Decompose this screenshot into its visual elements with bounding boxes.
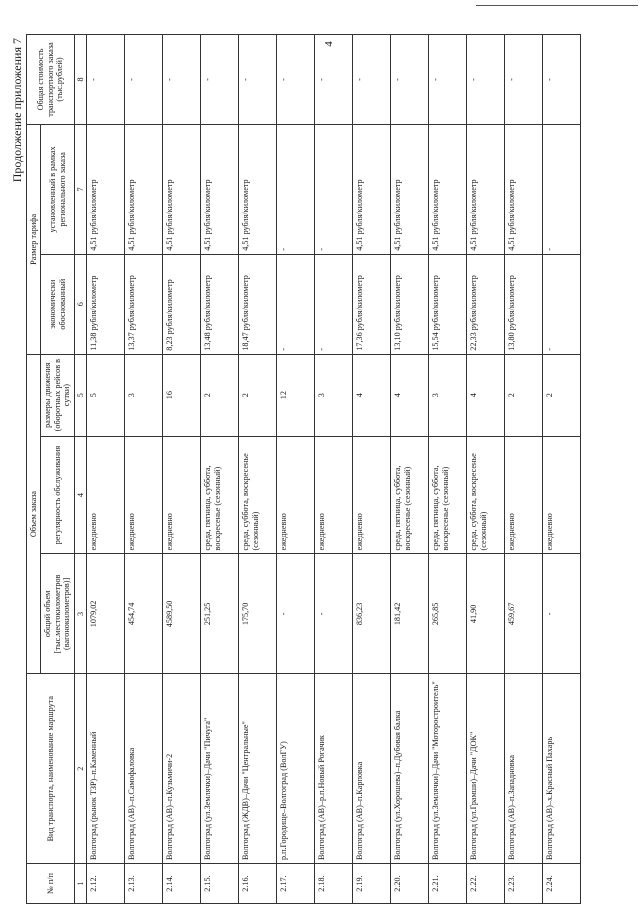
total-volume: 459,67	[505, 554, 543, 674]
route-name: Волгоград (АВ)–п.Карповка	[353, 674, 391, 864]
header-volume-group: Объем заказа	[27, 354, 41, 674]
total-volume: 175,70	[239, 554, 277, 674]
col-number: 4	[74, 436, 86, 554]
col-number: 5	[74, 354, 86, 436]
col-number: 3	[74, 554, 86, 674]
trips-count: 3	[429, 354, 467, 436]
header-established: установленный в рамках регионального заказа	[41, 124, 74, 254]
row-number: 2.18.	[315, 864, 353, 904]
total-cost: -	[391, 35, 429, 125]
regularity: ежедневно	[125, 436, 163, 554]
total-volume: 181,42	[391, 554, 429, 674]
regularity: ежедневно	[277, 436, 315, 554]
route-name: Волгоград (АВ)–х.Красный Пахарь	[543, 674, 581, 864]
total-volume: -	[543, 554, 581, 674]
row-number: 2.16.	[239, 864, 277, 904]
established-tariff: 4,51 рубля/километр	[163, 124, 201, 254]
total-cost: -	[87, 35, 125, 125]
page-number: 4	[322, 41, 335, 47]
rotated-page	[8, 4, 626, 904]
table-row	[87, 35, 125, 904]
established-tariff: 4,51 рубля/километр	[87, 124, 125, 254]
header-regularity: регулярность обслуживания	[41, 436, 74, 554]
established-tariff: 4,51 рубля/километр	[239, 124, 277, 254]
header-cost: Общая стоимость транспортного заказа (тыс.рублей)	[27, 35, 75, 125]
route-name: Волгоград (рынок ТЗР)–п.Каменный	[87, 674, 125, 864]
table-row	[467, 35, 505, 904]
row-number: 2.15.	[201, 864, 239, 904]
economic-tariff: 11,38 рубля/километр	[87, 254, 125, 354]
total-cost: -	[201, 35, 239, 125]
header-route: Вид транспорта, наименование маршрута	[27, 674, 75, 864]
total-volume: 41,90	[467, 554, 505, 674]
row-number: 2.12.	[87, 864, 125, 904]
total-volume: 4589,50	[163, 554, 201, 674]
row-number: 2.24.	[543, 864, 581, 904]
table-row	[543, 35, 581, 904]
economic-tariff: 18,47 рубля/километр	[239, 254, 277, 354]
header-trips: размеры движения (оборотных рейсов в сутки)	[41, 354, 74, 436]
trips-count: 4	[467, 354, 505, 436]
total-cost: -	[239, 35, 277, 125]
total-volume: 836,23	[353, 554, 391, 674]
regularity: ежедневно	[505, 436, 543, 554]
table-row	[353, 35, 391, 904]
route-name: Волгоград (ул.Землячки)–Дачи "Моторостроитель"	[429, 674, 467, 864]
trips-count: 5	[87, 354, 125, 436]
economic-tariff: 13,10 рубля/километр	[391, 254, 429, 354]
total-cost: -	[163, 35, 201, 125]
row-number: 2.19.	[353, 864, 391, 904]
regularity: ежедневно	[315, 436, 353, 554]
established-tariff: 4,51 рубля/километр	[201, 124, 239, 254]
col-number: 2	[74, 674, 86, 864]
total-volume: -	[277, 554, 315, 674]
row-number: 2.21.	[429, 864, 467, 904]
trips-count: 2	[201, 354, 239, 436]
trips-count: 3	[315, 354, 353, 436]
economic-tariff: -	[543, 254, 581, 354]
economic-tariff: 13,48 рубля/километр	[201, 254, 239, 354]
col-number: 1	[74, 864, 86, 904]
economic-tariff: -	[277, 254, 315, 354]
trips-count: 12	[277, 354, 315, 436]
total-volume: 1079,02	[87, 554, 125, 674]
total-cost: -	[125, 35, 163, 125]
table-row	[505, 35, 543, 904]
route-name: р.п.Городище–Волгоград (ВолГУ)	[277, 674, 315, 864]
row-number: 2.17.	[277, 864, 315, 904]
established-tariff: 4,51 рубля/километр	[391, 124, 429, 254]
total-cost: -	[543, 35, 581, 125]
route-name: Волгоград (ЖДВ)–Дачи "Центральные"	[239, 674, 277, 864]
table-row	[201, 35, 239, 904]
col-number: 7	[74, 124, 86, 254]
route-name: Волгоград (ул.Хорошева)–п.Дубовая балка	[391, 674, 429, 864]
economic-tariff: 13,80 рубля/километр	[505, 254, 543, 354]
column-numbers-row	[74, 35, 86, 904]
route-name: Волгоград (АВ)–п.Кузьмичи-2	[163, 674, 201, 864]
established-tariff: 4,51 рубля/километр	[125, 124, 163, 254]
route-name: Волгоград (АВ)–п.Западновка	[505, 674, 543, 864]
economic-tariff: 8,23 рубля/километр	[163, 254, 201, 354]
total-volume: -	[315, 554, 353, 674]
table-row	[391, 35, 429, 904]
row-number: 2.20.	[391, 864, 429, 904]
table-row	[125, 35, 163, 904]
table-row	[315, 35, 353, 904]
established-tariff: 4,51 рубля/километр	[353, 124, 391, 254]
route-name: Волгоград (ул.Землячки)–Дачи "Пичуга"	[201, 674, 239, 864]
established-tariff: 4,51 рубля/километр	[467, 124, 505, 254]
established-tariff: -	[277, 124, 315, 254]
regularity: ежедневно	[353, 436, 391, 554]
header-tariff-group: Размер тарифа	[27, 124, 41, 354]
tariff-table	[26, 34, 581, 904]
trips-count: 2	[505, 354, 543, 436]
regularity: среда, суббота, воскресенье (сезонный)	[239, 436, 277, 554]
table-row	[277, 35, 315, 904]
economic-tariff: 15,54 рубля/километр	[429, 254, 467, 354]
trips-count: 16	[163, 354, 201, 436]
row-number: 2.14.	[163, 864, 201, 904]
established-tariff: 4,51 рубля/километр	[505, 124, 543, 254]
route-name: Волгоград (АВ)–п.Самофаловка	[125, 674, 163, 864]
trips-count: 3	[125, 354, 163, 436]
total-cost: -	[429, 35, 467, 125]
total-cost: -	[277, 35, 315, 125]
economic-tariff: 13,37 рубля/километр	[125, 254, 163, 354]
route-name: Волгоград (АВ)–р.п.Новый Рогачик	[315, 674, 353, 864]
appendix-caption: Продолжение приложения 7	[10, 38, 24, 183]
regularity: среда, пятница, суббота, воскресенье (сезонный)	[201, 436, 239, 554]
table-row	[163, 35, 201, 904]
total-cost: -	[467, 35, 505, 125]
regularity: ежедневно	[87, 436, 125, 554]
row-number: 2.13.	[125, 864, 163, 904]
header-total-volume: общий объем [тыс.местокилометров (вагонокилометров)]	[41, 554, 74, 674]
economic-tariff: 17,36 рубля/километр	[353, 254, 391, 354]
row-number: 2.23.	[505, 864, 543, 904]
regularity: ежедневно	[163, 436, 201, 554]
established-tariff: -	[315, 124, 353, 254]
row-number: 2.22.	[467, 864, 505, 904]
total-cost: -	[505, 35, 543, 125]
economic-tariff: -	[315, 254, 353, 354]
trips-count: 4	[391, 354, 429, 436]
table-body	[87, 35, 581, 904]
trips-count: 4	[353, 354, 391, 436]
regularity: среда, пятница, суббота, воскресенье (сезонный)	[429, 436, 467, 554]
economic-tariff: 22,33 рубля/километр	[467, 254, 505, 354]
table-row	[239, 35, 277, 904]
total-cost: -	[315, 35, 353, 125]
trips-count: 2	[543, 354, 581, 436]
col-number: 8	[74, 35, 86, 125]
established-tariff: -	[543, 124, 581, 254]
table-row	[429, 35, 467, 904]
total-volume: 265,85	[429, 554, 467, 674]
col-number: 6	[74, 254, 86, 354]
regularity: ежедневно	[543, 436, 581, 554]
header-economic: экономически обоснованный	[41, 254, 74, 354]
regularity: среда, суббота, воскресенье (сезонный)	[467, 436, 505, 554]
route-name: Волгоград (ул.Грамши)–Дачи "ДОК"	[467, 674, 505, 864]
regularity: среда, пятница, суббота, воскресенье (сезонный)	[391, 436, 429, 554]
total-volume: 251,25	[201, 554, 239, 674]
total-cost: -	[353, 35, 391, 125]
established-tariff: 4,51 рубля/километр	[429, 124, 467, 254]
header-num: № п/п	[27, 864, 75, 904]
trips-count: 2	[239, 354, 277, 436]
total-volume: 454,74	[125, 554, 163, 674]
